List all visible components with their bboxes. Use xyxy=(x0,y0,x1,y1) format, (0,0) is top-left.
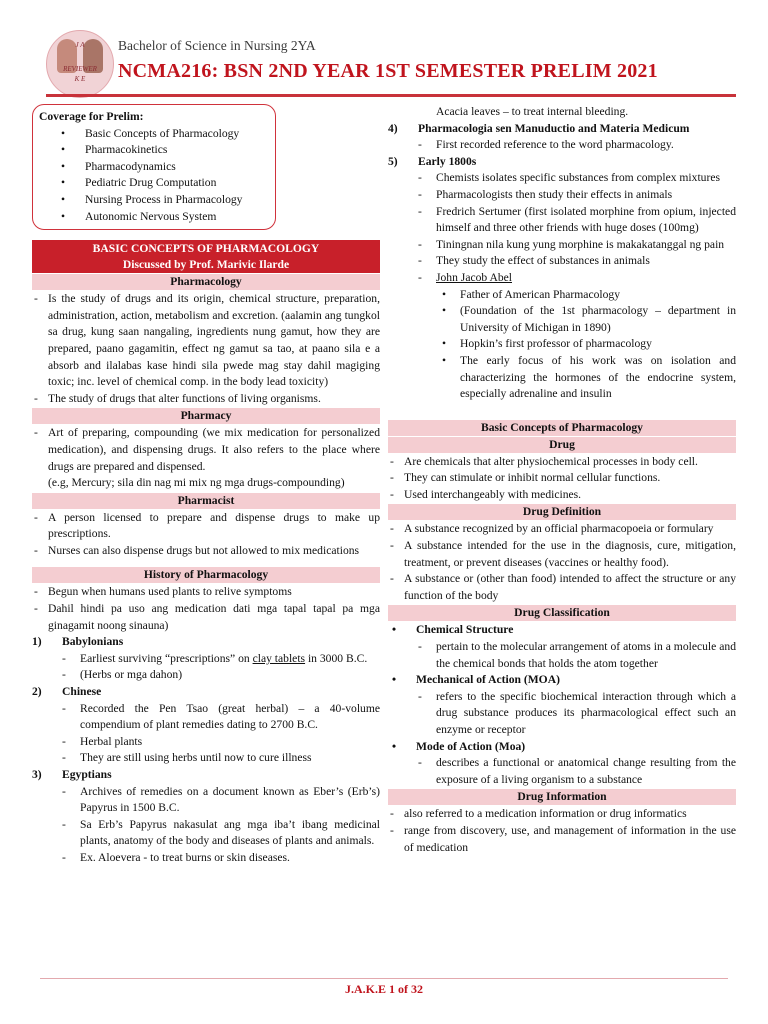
footer-divider xyxy=(40,978,728,979)
list-item: - (Herbs or mga dahon) xyxy=(32,667,380,684)
page-footer: J.A.K.E 1 of 32 xyxy=(345,982,423,996)
header-subtitle: Bachelor of Science in Nursing 2YA xyxy=(118,38,316,53)
text-fragment: Earliest surviving “prescriptions” on xyxy=(80,651,253,665)
pharmacology-list xyxy=(32,291,380,407)
list-item: - Tiningnan nila kung yung morphine is makakatanggal ng pain xyxy=(388,237,736,254)
section-banner xyxy=(32,240,380,273)
list-item: - also referred to a medication information or drug informatics xyxy=(388,806,736,823)
list-item: - Pharmacologists then study their effects in animals xyxy=(388,187,736,204)
logo-text-bot: K E xyxy=(74,75,86,83)
heading-pharmacy: Pharmacy xyxy=(32,408,380,424)
item-title: Chinese xyxy=(62,685,102,699)
history-babylonians xyxy=(32,634,380,651)
early-1800s-list xyxy=(388,170,736,286)
coverage-item: • Pediatric Drug Computation xyxy=(39,175,267,192)
list-item: - Archives of remedies on a document known as Eber’s (Erb’s) Papyrus in 1500 B.C. xyxy=(32,784,380,817)
list-item: - Is the study of drugs and its origin, chemical structure, preparation, administration, action, metabolism and excretion. (aalamin ang tungkol sa drug, kung saan nangaling, ingredients nung gamut, how they are prepared, paano gagamitin, effect ng gamut sa tao, at paano sila e a absorb and ilalabas kase hindi sila pwede mag stay dahil magiging toxic; inc. level of chemical comp. in the body lead toxicity) xyxy=(32,291,380,391)
item-number: 5) xyxy=(388,154,398,168)
list-item: - A substance or (other than food) intended to affect the structure or any function of the body xyxy=(388,571,736,604)
left-column xyxy=(32,104,380,867)
item-title: Egyptians xyxy=(62,768,112,781)
list-item: • Hopkin’s first professor of pharmacology xyxy=(388,336,736,353)
heading-basic-concepts: Basic Concepts of Pharmacology xyxy=(388,420,736,436)
coverage-box xyxy=(32,104,276,230)
coverage-item: • Basic Concepts of Pharmacology xyxy=(39,126,267,143)
list-item: - refers to the specific biochemical interaction through which a drug substance produces its pharmacological effect such an enzyme or receptor xyxy=(388,689,736,739)
list-item: - Dahil hindi pa uso ang medication dati mga tapal tapal pa mga ginagamit noong sinauna) xyxy=(32,601,380,634)
history-early-1800s xyxy=(388,154,736,171)
list-item: - Sa Erb’s Papyrus nakasulat ang mga iba’t ibang medicinal plants, anatomy of the body and diseases of plants and animals. xyxy=(32,817,380,850)
list-item: - They study the effect of substances in animals xyxy=(388,253,736,270)
item-number: 3) xyxy=(32,768,42,781)
list-item xyxy=(388,270,736,287)
list-item: - First recorded reference to the word pharmacology. xyxy=(388,137,736,154)
text-fragment: in 3000 B.C. xyxy=(305,651,368,665)
list-item: - They are still using herbs until now to cure illness xyxy=(32,750,380,767)
history-chinese xyxy=(32,684,380,701)
chinese-list xyxy=(32,701,380,767)
history-egyptians xyxy=(32,767,380,784)
list-item xyxy=(32,651,380,668)
list-item: - They can stimulate or inhibit normal cellular functions. xyxy=(388,470,736,487)
list-item: - Nurses can also dispense drugs but not allowed to mix medications xyxy=(32,543,380,560)
heading-drug-information: Drug Information xyxy=(388,789,736,805)
coverage-item: • Pharmacodynamics xyxy=(39,159,267,176)
logo-text-mid: REVIEWER xyxy=(63,65,97,73)
heading-pharmacist: Pharmacist xyxy=(32,493,380,509)
drug-information-list xyxy=(388,806,736,856)
pharmacy-list xyxy=(32,425,380,491)
continued-line: Acacia leaves – to treat internal bleeding. xyxy=(436,105,629,118)
underlined-name: John Jacob Abel xyxy=(436,270,512,284)
banner-title: BASIC CONCEPTS OF PHARMACOLOGY xyxy=(92,242,320,256)
pharmacologia-list xyxy=(388,137,736,154)
item-number: 1) xyxy=(32,635,42,649)
list-item: - Recorded the Pen Tsao (great herbal) – a 40-volume compendium of plant remedies dating to 2700 B.C. xyxy=(32,701,380,734)
list-item: • The early focus of his work was on isolation and characterizing the hormones of the endocrine system, especially adrenaline and insulin xyxy=(388,353,736,403)
drug-definition-list xyxy=(388,521,736,604)
coverage-item: • Autonomic Nervous System xyxy=(39,209,267,226)
heading-drug: Drug xyxy=(388,437,736,453)
mode-of-action-list xyxy=(388,755,736,788)
reviewer-logo xyxy=(46,30,114,98)
babylonians-list xyxy=(32,651,380,684)
classification-chemical-structure: • Chemical Structure xyxy=(388,622,736,639)
list-item: - Fredrich Sertumer (first isolated morphine from opium, injected himself and three other friends with huge doses (100mg) xyxy=(388,204,736,237)
chemical-structure-list xyxy=(388,639,736,672)
classification-moa: • Mechanical of Action (MOA) xyxy=(388,672,736,689)
coverage-list xyxy=(39,126,267,226)
item-title: Babylonians xyxy=(62,635,124,649)
drug-list xyxy=(388,454,736,504)
page-title: NCMA216: BSN 2ND YEAR 1ST SEMESTER PRELIM 2021 xyxy=(118,60,658,82)
logo-text-top: J A xyxy=(75,41,85,49)
list-item: - pertain to the molecular arrangement of atoms in a molecule and the chemical bonds that holds the atom together xyxy=(388,639,736,672)
list-item: - Herbal plants xyxy=(32,734,380,751)
list-item: - describes a functional or anatomical change resulting from the exposure of a living organism to a substance xyxy=(388,755,736,788)
list-item: - A substance intended for the use in the diagnosis, cure, mitigation, treatment, or prevent diseases (vaccines or healthy food). xyxy=(388,538,736,571)
list-item: - Ex. Aloevera - to treat burns or skin diseases. xyxy=(32,850,380,867)
item-title: Pharmacologia sen Manuductio and Materia Medicum xyxy=(418,121,690,135)
heading-pharmacology: Pharmacology xyxy=(32,274,380,290)
item-number: 2) xyxy=(32,685,42,699)
item-number: 4) xyxy=(388,121,398,135)
list-item: - Chemists isolates specific substances from complex mixtures xyxy=(388,170,736,187)
list-item: - Are chemicals that alter physiochemical processes in body cell. xyxy=(388,454,736,471)
list-item: - Used interchangeably with medicines. xyxy=(388,487,736,504)
coverage-item: • Nursing Process in Pharmacology xyxy=(39,192,267,209)
pharmacist-list xyxy=(32,510,380,560)
moa-list xyxy=(388,689,736,739)
list-item: • (Foundation of the 1st pharmacology – department in University of Michigan in 1890) xyxy=(388,303,736,336)
list-item-text: Art of preparing, compounding (we mix medication for personalized medication), and dispensing drugs. It also refers to the place where drugs are prepared and dispensed. xyxy=(48,426,380,473)
list-item: - range from discovery, use, and management of information in the use of medication xyxy=(388,823,736,856)
heading-drug-definition: Drug Definition xyxy=(388,504,736,520)
classification-mode-of-action: • Mode of Action (Moa) xyxy=(388,739,736,756)
heading-drug-classification: Drug Classification xyxy=(388,605,736,621)
list-item: - A person licensed to prepare and dispense drugs to make up prescriptions. xyxy=(32,510,380,543)
abel-list xyxy=(388,287,736,403)
heading-history: History of Pharmacology xyxy=(32,567,380,583)
history-list xyxy=(32,584,380,634)
list-item: - The study of drugs that alter functions of living organisms. xyxy=(32,391,380,408)
egyptians-list xyxy=(32,784,380,867)
list-item: • Father of American Pharmacology xyxy=(388,287,736,304)
banner-subtitle: Discussed by Prof. Marivic Ilarde xyxy=(122,257,290,271)
list-item-note: (e.g, Mercury; sila din nag mi mix ng mga drugs-compounding) xyxy=(48,476,345,490)
list-item xyxy=(32,425,380,491)
history-pharmacologia xyxy=(388,121,736,138)
item-title: Early 1800s xyxy=(418,154,477,168)
list-item: - A substance recognized by an official pharmacopoeia or formulary xyxy=(388,521,736,538)
coverage-title: Coverage for Prelim: xyxy=(39,110,144,123)
list-item: - Begun when humans used plants to relive symptoms xyxy=(32,584,380,601)
coverage-item: • Pharmacokinetics xyxy=(39,142,267,159)
underlined-term: clay tablets xyxy=(252,651,306,665)
header-divider xyxy=(46,94,736,97)
right-column xyxy=(388,104,736,856)
